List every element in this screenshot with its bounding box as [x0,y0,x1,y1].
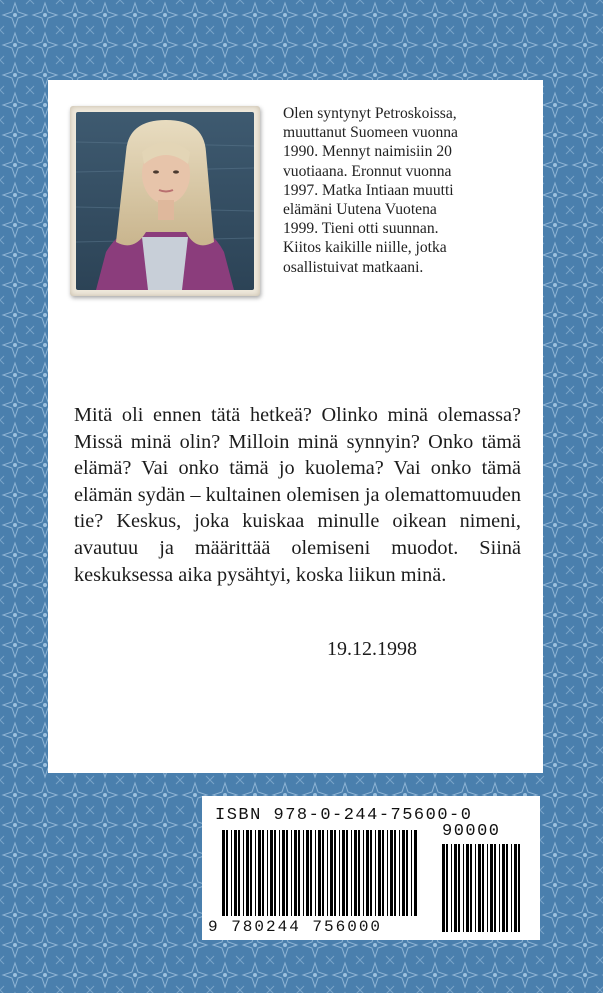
barcode-bar [382,830,384,916]
barcode-bar [250,830,252,916]
barcode-bar [451,844,452,932]
barcode-bar [282,830,285,916]
price-code: 90000 [442,822,501,841]
barcode-bar [490,844,493,932]
barcode-bar [506,844,508,932]
barcode-bar [255,830,256,916]
barcode-bar [387,830,388,916]
barcode-bar [358,830,360,916]
barcode-bar [303,830,304,916]
barcode-bar [378,830,381,916]
barcode-bar [470,844,472,932]
barcode-bar [494,844,496,932]
author-photo [76,112,254,290]
barcode-bar [446,844,448,932]
barcode-bar [511,844,512,932]
barcode-bar [330,830,333,916]
isbn-barcode-box [202,796,540,940]
barcode-bar [258,830,261,916]
barcode-bar [475,844,476,932]
barcode-bar [514,844,517,932]
barcode-bar [399,830,400,916]
barcode-bar [318,830,321,916]
barcode-bar [339,830,340,916]
barcode-bar [402,830,405,916]
barcode-bar [346,830,348,916]
barcode-bar [502,844,505,932]
barcode-bar [351,830,352,916]
barcode-bar [279,830,280,916]
barcode-bar [366,830,369,916]
barcode-bar [375,830,376,916]
barcode-bar [291,830,292,916]
barcode-bar [310,830,312,916]
barcode-bar [298,830,300,916]
barcode-bar [306,830,309,916]
barcode-bar [487,844,488,932]
barcode-bar [234,830,237,916]
barcode-bar [390,830,393,916]
barcode-bar [442,844,445,932]
barcode-bar [327,830,328,916]
barcode-bar [270,830,273,916]
barcode-bar [322,830,324,916]
barcode-bar [466,844,469,932]
ean-digits: 9 780244 756000 [208,918,383,936]
barcode-bar [370,830,372,916]
barcode-bar [354,830,357,916]
barcode-bar [406,830,408,916]
barcode-bar [334,830,336,916]
barcode-bar [226,830,228,916]
barcode-bar [454,844,457,932]
barcode-bar [274,830,276,916]
text-panel [48,80,543,773]
poem-date: 19.12.1998 [327,638,417,660]
barcode-bar [238,830,240,916]
barcode-bar [294,830,297,916]
barcode-bar [518,844,520,932]
barcode-bar [243,830,244,916]
barcode-bar [222,830,225,916]
barcode-bar [342,830,345,916]
poem-text: Mitä oli ennen tätä hetkeä? Olinko minä olemassa? Missä minä olin? Milloin minä synnyin? Onko tämä elämä? Vai onko tämä jo kuolema? Vai onko tämä elämän sydän – kultainen olemisen ja olemattomuuden tie? Keskus, joka kuiskaa minulle oikean nimeni, avautuu ja määrittää olemiseni muodot. Siinä keskuksessa aika pysähtyi, koska liikun minä. [74,404,521,586]
barcode-bar [463,844,464,932]
author-bio: Olen syntynyt Petroskoissa, muuttanut Suomeen vuonna 1990. Mennyt naimisiin 20 vuotiaana. Eronnut vuonna 1997. Matka Intiaan muutti elämäni Uutena Vuotena 1999. Tieni otti suunnan. Kiitos kaikille niille, jotka osallistuivat matkaani. [283,105,458,276]
barcode-bar [315,830,316,916]
barcode-bar [363,830,364,916]
barcode-bar [262,830,264,916]
barcode-bar [286,830,288,916]
isbn-label: ISBN 978-0-244-75600-0 [215,806,473,825]
barcode-bar [482,844,484,932]
barcode-bar [411,830,412,916]
barcode-bar [267,830,268,916]
barcode-bar [499,844,500,932]
barcode-bar [231,830,232,916]
author-photo-frame [70,106,260,296]
barcode-bar [246,830,249,916]
barcode-bar [414,830,417,916]
barcode-bar [458,844,460,932]
barcode-bar [394,830,396,916]
barcode-bar [478,844,481,932]
